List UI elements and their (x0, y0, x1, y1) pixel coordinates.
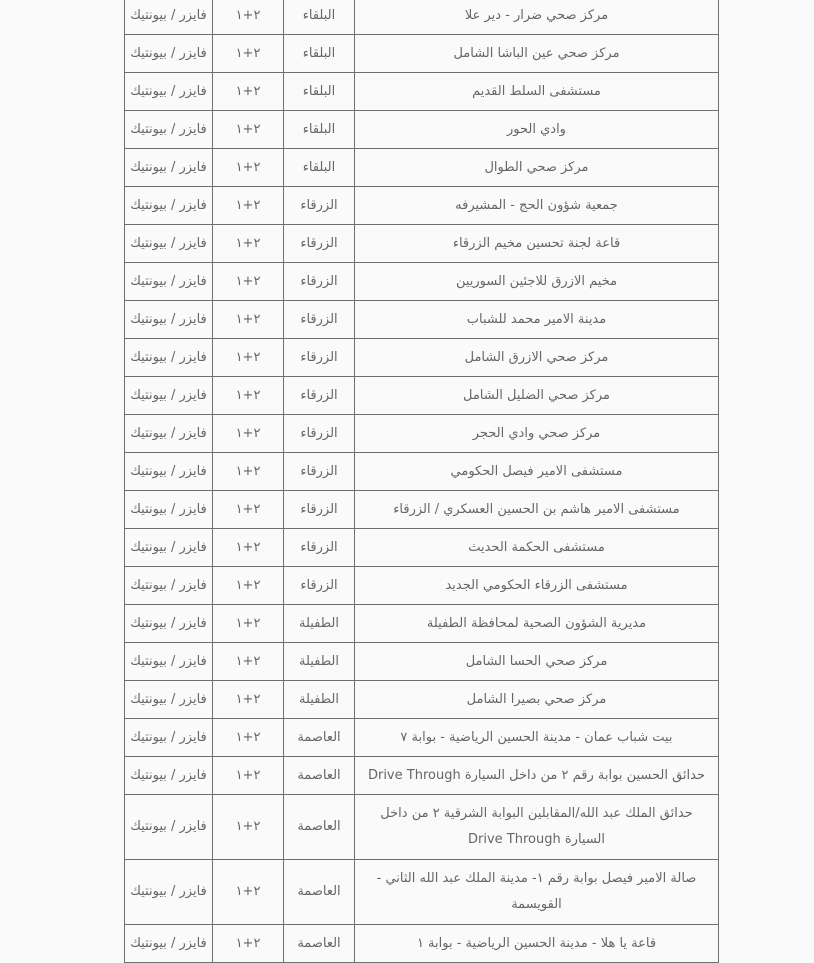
site-cell: مركز صحي عين الباشا الشامل (355, 35, 719, 73)
doses-cell: ٢+١ (213, 73, 284, 111)
table-row (125, 35, 719, 73)
governorate-cell: البلقاء (284, 0, 355, 35)
doses-cell: ٢+١ (213, 719, 284, 757)
governorate-cell: الزرقاء (284, 225, 355, 263)
table-row (125, 339, 719, 377)
doses-cell: ٢+١ (213, 225, 284, 263)
table-row (125, 149, 719, 187)
table-row (125, 225, 719, 263)
site-cell: مدينة الامير محمد للشباب (355, 301, 719, 339)
governorate-cell: الزرقاء (284, 415, 355, 453)
site-cell: صالة الامير فيصل بوابة رقم ١- مدينة الملك عبد الله الثاني - القويسمة (355, 860, 719, 925)
vaccine-cell: فايزر / بيونتيك (125, 567, 213, 605)
site-cell: مستشفى الامير فيصل الحكومي (355, 453, 719, 491)
doses-cell: ٢+١ (213, 377, 284, 415)
vaccine-cell: فايزر / بيونتيك (125, 35, 213, 73)
site-cell: وادي الحور (355, 111, 719, 149)
site-cell: جمعية شؤون الحج - المشيرفه (355, 187, 719, 225)
table-row (125, 111, 719, 149)
doses-cell: ٢+١ (213, 860, 284, 925)
vaccine-cell: فايزر / بيونتيك (125, 339, 213, 377)
vaccine-cell: فايزر / بيونتيك (125, 415, 213, 453)
vaccine-cell: فايزر / بيونتيك (125, 925, 213, 963)
doses-cell: ٢+١ (213, 149, 284, 187)
governorate-cell: الزرقاء (284, 187, 355, 225)
table-row (125, 681, 719, 719)
table-row (125, 301, 719, 339)
governorate-cell: العاصمة (284, 795, 355, 860)
vaccine-cell: فايزر / بيونتيك (125, 0, 213, 35)
site-cell: مستشفى السلط القديم (355, 73, 719, 111)
governorate-cell: الزرقاء (284, 567, 355, 605)
vaccine-cell: فايزر / بيونتيك (125, 795, 213, 860)
table-row (125, 491, 719, 529)
doses-cell: ٢+١ (213, 0, 284, 35)
doses-cell: ٢+١ (213, 301, 284, 339)
governorate-cell: البلقاء (284, 73, 355, 111)
site-cell: مركز صحي الازرق الشامل (355, 339, 719, 377)
site-cell: مستشفى الزرقاء الحكومي الجديد (355, 567, 719, 605)
governorate-cell: البلقاء (284, 149, 355, 187)
site-cell: قاعة لجنة تحسين مخيم الزرقاء (355, 225, 719, 263)
doses-cell: ٢+١ (213, 681, 284, 719)
governorate-cell: الزرقاء (284, 453, 355, 491)
site-cell: حدائق الحسين بوابة رقم ٢ من داخل السيارة Drive Through (355, 757, 719, 795)
governorate-cell: الزرقاء (284, 377, 355, 415)
site-cell: مستشفى الامير هاشم بن الحسين العسكري / الزرقاء (355, 491, 719, 529)
vaccine-cell: فايزر / بيونتيك (125, 263, 213, 301)
site-cell: مركز صحي ضرار - دير علا (355, 0, 719, 35)
governorate-cell: الزرقاء (284, 301, 355, 339)
vaccination-centers-table (124, 0, 719, 963)
vaccine-cell: فايزر / بيونتيك (125, 453, 213, 491)
doses-cell: ٢+١ (213, 567, 284, 605)
governorate-cell: الطفيلة (284, 681, 355, 719)
table-row (125, 377, 719, 415)
table-row (125, 529, 719, 567)
doses-cell: ٢+١ (213, 263, 284, 301)
vaccine-cell: فايزر / بيونتيك (125, 149, 213, 187)
vaccine-cell: فايزر / بيونتيك (125, 491, 213, 529)
site-cell: مركز صحي الحسا الشامل (355, 643, 719, 681)
vaccine-cell: فايزر / بيونتيك (125, 225, 213, 263)
table-row (125, 860, 719, 925)
table-row (125, 925, 719, 963)
doses-cell: ٢+١ (213, 339, 284, 377)
governorate-cell: البلقاء (284, 111, 355, 149)
vaccine-cell: فايزر / بيونتيك (125, 529, 213, 567)
governorate-cell: العاصمة (284, 719, 355, 757)
doses-cell: ٢+١ (213, 453, 284, 491)
doses-cell: ٢+١ (213, 415, 284, 453)
governorate-cell: العاصمة (284, 925, 355, 963)
table-row (125, 73, 719, 111)
governorate-cell: الطفيلة (284, 643, 355, 681)
doses-cell: ٢+١ (213, 491, 284, 529)
doses-cell: ٢+١ (213, 795, 284, 860)
table-row (125, 795, 719, 860)
site-cell: حدائق الملك عبد الله/المقابلين البوابة الشرقية ٢ من داخل السيارة Drive Through (355, 795, 719, 860)
doses-cell: ٢+١ (213, 757, 284, 795)
governorate-cell: الزرقاء (284, 263, 355, 301)
governorate-cell: العاصمة (284, 757, 355, 795)
vaccine-cell: فايزر / بيونتيك (125, 187, 213, 225)
site-cell: مديرية الشؤون الصحية لمحافظة الطفيلة (355, 605, 719, 643)
doses-cell: ٢+١ (213, 35, 284, 73)
doses-cell: ٢+١ (213, 605, 284, 643)
site-cell: بيت شباب عمان - مدينة الحسين الرياضية - بوابة ٧ (355, 719, 719, 757)
doses-cell: ٢+١ (213, 643, 284, 681)
table-row (125, 187, 719, 225)
governorate-cell: الزرقاء (284, 339, 355, 377)
governorate-cell: الزرقاء (284, 491, 355, 529)
doses-cell: ٢+١ (213, 925, 284, 963)
site-cell: مركز صحي وادي الحجر (355, 415, 719, 453)
vaccine-cell: فايزر / بيونتيك (125, 719, 213, 757)
vaccine-cell: فايزر / بيونتيك (125, 377, 213, 415)
governorate-cell: البلقاء (284, 35, 355, 73)
table-row (125, 605, 719, 643)
vaccine-cell: فايزر / بيونتيك (125, 757, 213, 795)
table-row (125, 567, 719, 605)
table-row (125, 643, 719, 681)
vaccine-cell: فايزر / بيونتيك (125, 605, 213, 643)
doses-cell: ٢+١ (213, 529, 284, 567)
vaccine-cell: فايزر / بيونتيك (125, 860, 213, 925)
table-row (125, 719, 719, 757)
doses-cell: ٢+١ (213, 111, 284, 149)
vaccine-cell: فايزر / بيونتيك (125, 301, 213, 339)
table-body (125, 0, 719, 963)
table-row (125, 453, 719, 491)
site-cell: قاعة يا هلا - مدينة الحسين الرياضية - بوابة ١ (355, 925, 719, 963)
table-row (125, 263, 719, 301)
governorate-cell: الزرقاء (284, 529, 355, 567)
table-row (125, 757, 719, 795)
site-cell: مركز صحي بصيرا الشامل (355, 681, 719, 719)
site-cell: مركز صحي الطوال (355, 149, 719, 187)
governorate-cell: الطفيلة (284, 605, 355, 643)
vaccine-cell: فايزر / بيونتيك (125, 681, 213, 719)
site-cell: مخيم الازرق للاجئين السوريين (355, 263, 719, 301)
governorate-cell: العاصمة (284, 860, 355, 925)
table-container (124, 0, 718, 963)
site-cell: مستشفى الحكمة الحديث (355, 529, 719, 567)
vaccine-cell: فايزر / بيونتيك (125, 73, 213, 111)
vaccine-cell: فايزر / بيونتيك (125, 111, 213, 149)
doses-cell: ٢+١ (213, 187, 284, 225)
vaccine-cell: فايزر / بيونتيك (125, 643, 213, 681)
table-row (125, 415, 719, 453)
table-row (125, 0, 719, 35)
site-cell: مركز صحي الضليل الشامل (355, 377, 719, 415)
